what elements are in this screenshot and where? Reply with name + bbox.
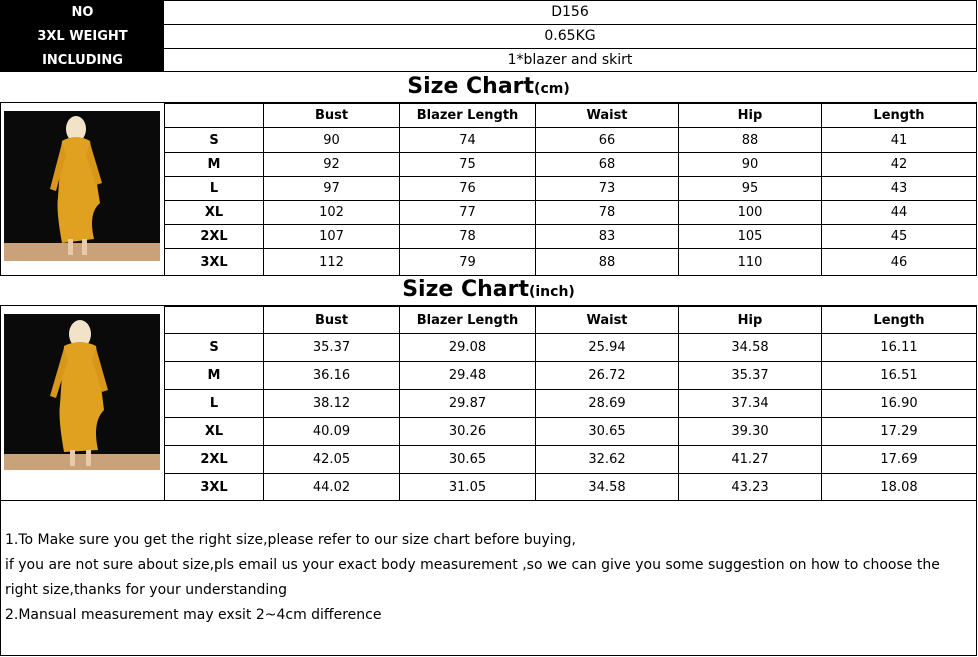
size-chart-inch-title — [0, 275, 977, 305]
model-photo-cm — [4, 111, 160, 261]
cell-bust: 35.37 — [264, 334, 400, 362]
model-photo-cm-graphic — [4, 111, 160, 261]
cell-waist: 32.62 — [536, 446, 679, 474]
size-notes — [0, 500, 977, 656]
cell-hip: 39.30 — [679, 418, 822, 446]
cell-hip: 95 — [679, 177, 822, 201]
col-waist: Waist — [536, 104, 679, 128]
cell-length: 17.69 — [822, 446, 977, 474]
size-label: L — [165, 390, 264, 418]
cell-length: 46 — [822, 249, 977, 276]
product-code: D156 — [164, 1, 976, 25]
size-chart-cm-title-text: Size Chart — [407, 74, 535, 99]
size-label: M — [165, 362, 264, 390]
table-row — [165, 418, 977, 446]
cell-blazer-length: 29.08 — [400, 334, 536, 362]
cell-length: 16.51 — [822, 362, 977, 390]
cell-blazer-length: 77 — [400, 201, 536, 225]
table-row — [165, 177, 977, 201]
table-row — [165, 474, 977, 501]
cell-blazer-length: 78 — [400, 225, 536, 249]
cell-waist: 78 — [536, 201, 679, 225]
cell-hip: 34.58 — [679, 334, 822, 362]
cell-blazer-length: 29.48 — [400, 362, 536, 390]
size-label: S — [165, 128, 264, 153]
size-label: M — [165, 153, 264, 177]
cell-length: 17.29 — [822, 418, 977, 446]
size-chart-cm-block — [0, 102, 977, 276]
cell-blazer-length: 31.05 — [400, 474, 536, 501]
product-contents: 1*blazer and skirt — [507, 52, 633, 68]
cell-hip: 43.23 — [679, 474, 822, 501]
cell-hip: 41.27 — [679, 446, 822, 474]
size-label: L — [165, 177, 264, 201]
cell-length: 16.90 — [822, 390, 977, 418]
table-row — [165, 128, 977, 153]
cell-waist: 66 — [536, 128, 679, 153]
size-table-inch — [164, 306, 977, 501]
col-blazer-length: Blazer Length — [400, 307, 536, 334]
cell-hip: 100 — [679, 201, 822, 225]
cell-length: 41 — [822, 128, 977, 153]
table-row — [165, 334, 977, 362]
col-hip: Hip — [679, 104, 822, 128]
cell-length: 16.11 — [822, 334, 977, 362]
weight-note-line-2: 3XL WEIGHT — [37, 29, 128, 44]
cell-bust: 112 — [264, 249, 400, 276]
cell-hip: 105 — [679, 225, 822, 249]
size-chart-inch-block — [0, 305, 977, 501]
size-chart-inch-unit: (inch) — [528, 284, 575, 300]
size-label: S — [165, 334, 264, 362]
model-photo-inch — [4, 314, 160, 470]
cell-waist: 28.69 — [536, 390, 679, 418]
size-label: XL — [165, 418, 264, 446]
cell-blazer-length: 76 — [400, 177, 536, 201]
cell-waist: 73 — [536, 177, 679, 201]
product-weight: 0.65KG — [164, 25, 976, 49]
product-header — [0, 0, 977, 72]
cell-blazer-length: 30.26 — [400, 418, 536, 446]
cell-length: 18.08 — [822, 474, 977, 501]
table-row — [165, 362, 977, 390]
cell-bust: 92 — [264, 153, 400, 177]
size-label: 3XL — [165, 474, 264, 501]
size-label: 2XL — [165, 446, 264, 474]
note-line-3: 2.Mansual measurement may exsit 2~4cm difference — [5, 607, 382, 623]
cell-waist: 88 — [536, 249, 679, 276]
size-table-cm — [164, 103, 977, 276]
cell-hip: 90 — [679, 153, 822, 177]
col-blazer-length: Blazer Length — [400, 104, 536, 128]
cell-hip: 37.34 — [679, 390, 822, 418]
cell-bust: 97 — [264, 177, 400, 201]
cell-length: 45 — [822, 225, 977, 249]
cell-bust: 90 — [264, 128, 400, 153]
weight-note-line-3: INCLUDING — [42, 53, 123, 68]
cell-length: 44 — [822, 201, 977, 225]
cell-waist: 68 — [536, 153, 679, 177]
cell-bust: 38.12 — [264, 390, 400, 418]
table-row — [165, 201, 977, 225]
cell-waist: 30.65 — [536, 418, 679, 446]
cell-bust: 44.02 — [264, 474, 400, 501]
cell-bust: 107 — [264, 225, 400, 249]
cell-bust: 36.16 — [264, 362, 400, 390]
cell-bust: 42.05 — [264, 446, 400, 474]
cell-hip: 88 — [679, 128, 822, 153]
size-chart-inch-title-text: Size Chart — [402, 277, 529, 302]
note-line-2: if you are not sure about size,pls email us your exact body measurement ,so we can give you some suggestion on how to choose the right size,thanks for your understanding — [5, 557, 940, 598]
table-inch-corner — [165, 307, 264, 334]
table-row — [165, 225, 977, 249]
cell-blazer-length: 30.65 — [400, 446, 536, 474]
size-label: 2XL — [165, 225, 264, 249]
col-bust: Bust — [264, 104, 400, 128]
cell-blazer-length: 75 — [400, 153, 536, 177]
size-chart-cm-unit: (cm) — [534, 81, 570, 97]
col-length: Length — [822, 104, 977, 128]
size-chart-cm-title — [0, 72, 977, 102]
product-info-rows — [164, 1, 976, 71]
weight-note-box — [1, 1, 164, 71]
table-row — [165, 249, 977, 276]
col-length: Length — [822, 307, 977, 334]
cell-length: 42 — [822, 153, 977, 177]
cell-waist: 83 — [536, 225, 679, 249]
cell-bust: 40.09 — [264, 418, 400, 446]
cell-length: 43 — [822, 177, 977, 201]
size-label: XL — [165, 201, 264, 225]
cell-hip: 35.37 — [679, 362, 822, 390]
cell-blazer-length: 29.87 — [400, 390, 536, 418]
cell-waist: 26.72 — [536, 362, 679, 390]
col-waist: Waist — [536, 307, 679, 334]
table-row — [165, 446, 977, 474]
table-row — [165, 153, 977, 177]
weight-note-line-1: NO — [71, 5, 94, 20]
model-photo-inch-graphic — [4, 314, 160, 470]
cell-blazer-length: 79 — [400, 249, 536, 276]
table-row — [165, 390, 977, 418]
cell-blazer-length: 74 — [400, 128, 536, 153]
cell-waist: 25.94 — [536, 334, 679, 362]
col-hip: Hip — [679, 307, 822, 334]
col-bust: Bust — [264, 307, 400, 334]
cell-bust: 102 — [264, 201, 400, 225]
cell-hip: 110 — [679, 249, 822, 276]
size-label: 3XL — [165, 249, 264, 276]
note-line-1: 1.To Make sure you get the right size,please refer to our size chart before buying, — [5, 532, 576, 548]
cell-waist: 34.58 — [536, 474, 679, 501]
table-cm-corner — [165, 104, 264, 128]
